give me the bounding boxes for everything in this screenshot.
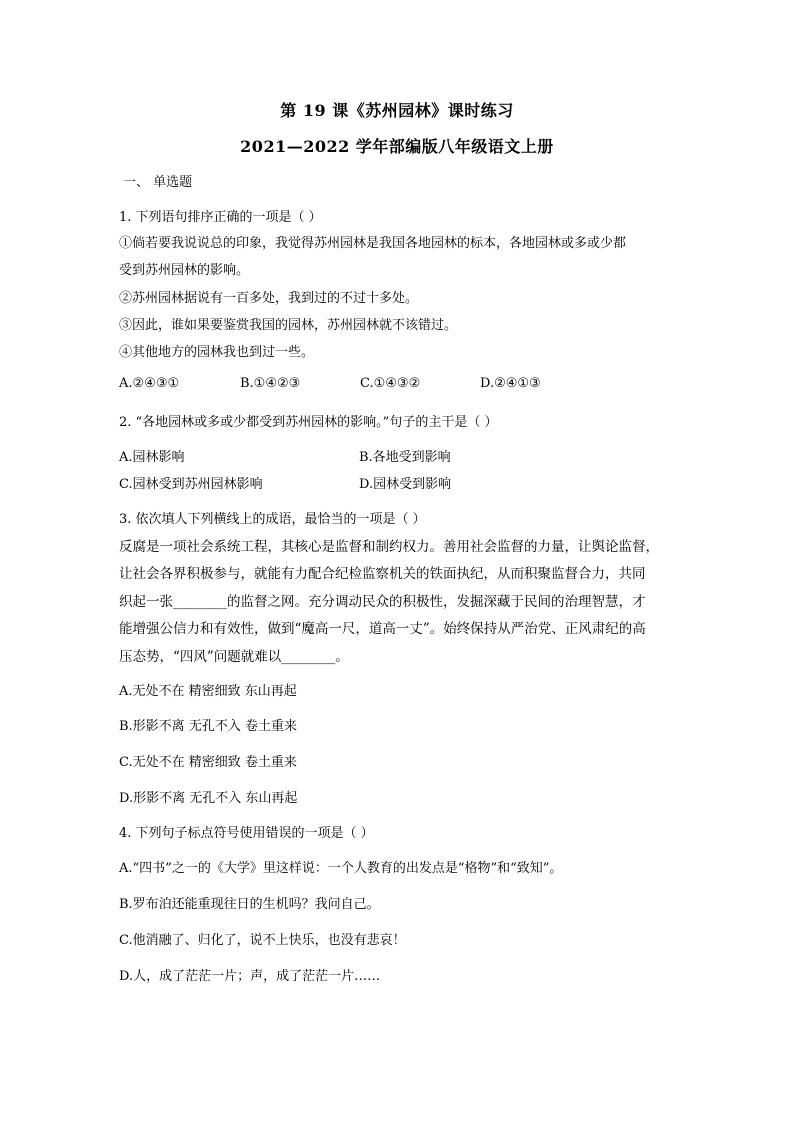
question-4-stem: 4. 下列句子标点符号使用错误的一项是（ ） <box>119 826 374 841</box>
question-3-option-d: D.形影不离 无孔不入 东山再起 <box>119 791 298 806</box>
question-3-option-a: A.无处不在 精密细致 东山再起 <box>119 684 297 699</box>
question-1-stem: 1. 下列语句排序正确的一项是（ ） <box>119 210 322 225</box>
question-4-option-b: B.罗布泊还能重现往日的生机吗？我问自己。 <box>119 897 380 912</box>
question-1-line: ①倘若要我说说总的印象，我觉得苏州园林是我国各地园林的标本，各地园林或多或少都 <box>119 236 627 251</box>
question-1-line: ②苏州园林据说有一百多处，我到过的不过十多处。 <box>119 291 419 306</box>
question-3-passage-line: 让社会各界积极参与，就能有力配合纪检监察机关的铁面执纪，从而积聚监督合力，共同 <box>119 566 646 582</box>
question-2-option-b: B.各地受到影响 <box>359 450 451 465</box>
question-3-option-c: C.无处不在 精密细致 卷土重来 <box>119 755 297 770</box>
question-3-passage-line: 反腐是一项社会系统工程，其核心是监督和制约权力。善用社会监督的力量，让舆论监督， <box>119 539 659 555</box>
question-1-option-b: B.①④②③ <box>240 376 301 391</box>
question-4-option-d: D.人，成了茫茫一片；声，成了茫茫一片…… <box>119 969 381 984</box>
section-heading: 一、 单选题 <box>123 175 193 190</box>
question-1-line: ③因此，谁如果要鉴赏我国的园林，苏州园林就不该错过。 <box>119 318 458 333</box>
question-3-stem: 3. 依次填人下列横线上的成语，最恰当的一项是（ ） <box>119 512 426 527</box>
question-1-line: ④其他地方的园林我也到过一些。 <box>119 345 315 360</box>
question-1-option-a: A.②④③① <box>119 376 180 391</box>
document-subtitle: 2021—2022 学年部编版八年级语文上册 <box>240 137 554 156</box>
document-title: 第 19 课《苏州园林》课时练习 <box>280 101 514 120</box>
question-1-option-c: C.①④③② <box>360 376 421 391</box>
question-3-option-b: B.形影不离 无孔不入 卷土重来 <box>119 719 297 734</box>
question-1-line: 受到苏州园林的影响。 <box>119 263 250 278</box>
question-2-option-a: A.园林影响 <box>119 450 185 465</box>
question-3-passage-line: 能增强公信力和有效性，做到“魔高一尺，道高一丈”。始终保持从严治党、正风肃纪的高 <box>119 621 646 637</box>
question-3-passage-line: 压态势，“四风”问题就难以________。 <box>119 649 349 665</box>
question-3-passage-line: 织起一张________的监督之网。充分调动民众的积极性，发掘深藏于民间的治理智慧，才 <box>119 594 646 610</box>
question-2-option-c: C.园林受到苏州园林影响 <box>119 477 263 492</box>
question-2-option-d: D.园林受到影响 <box>359 477 452 492</box>
question-4-option-a: A.“四书”之一的《大学》里这样说：一个人教育的出发点是“格物”和“致知”。 <box>119 861 563 876</box>
question-2-stem: 2. “各地园林或多或少都受到苏州园林的影响。”句子的主干是（ ） <box>119 415 498 430</box>
question-4-option-c: C.他消融了、归化了，说不上快乐，也没有悲哀！ <box>119 933 406 948</box>
question-1-option-d: D.②④①③ <box>480 376 541 391</box>
